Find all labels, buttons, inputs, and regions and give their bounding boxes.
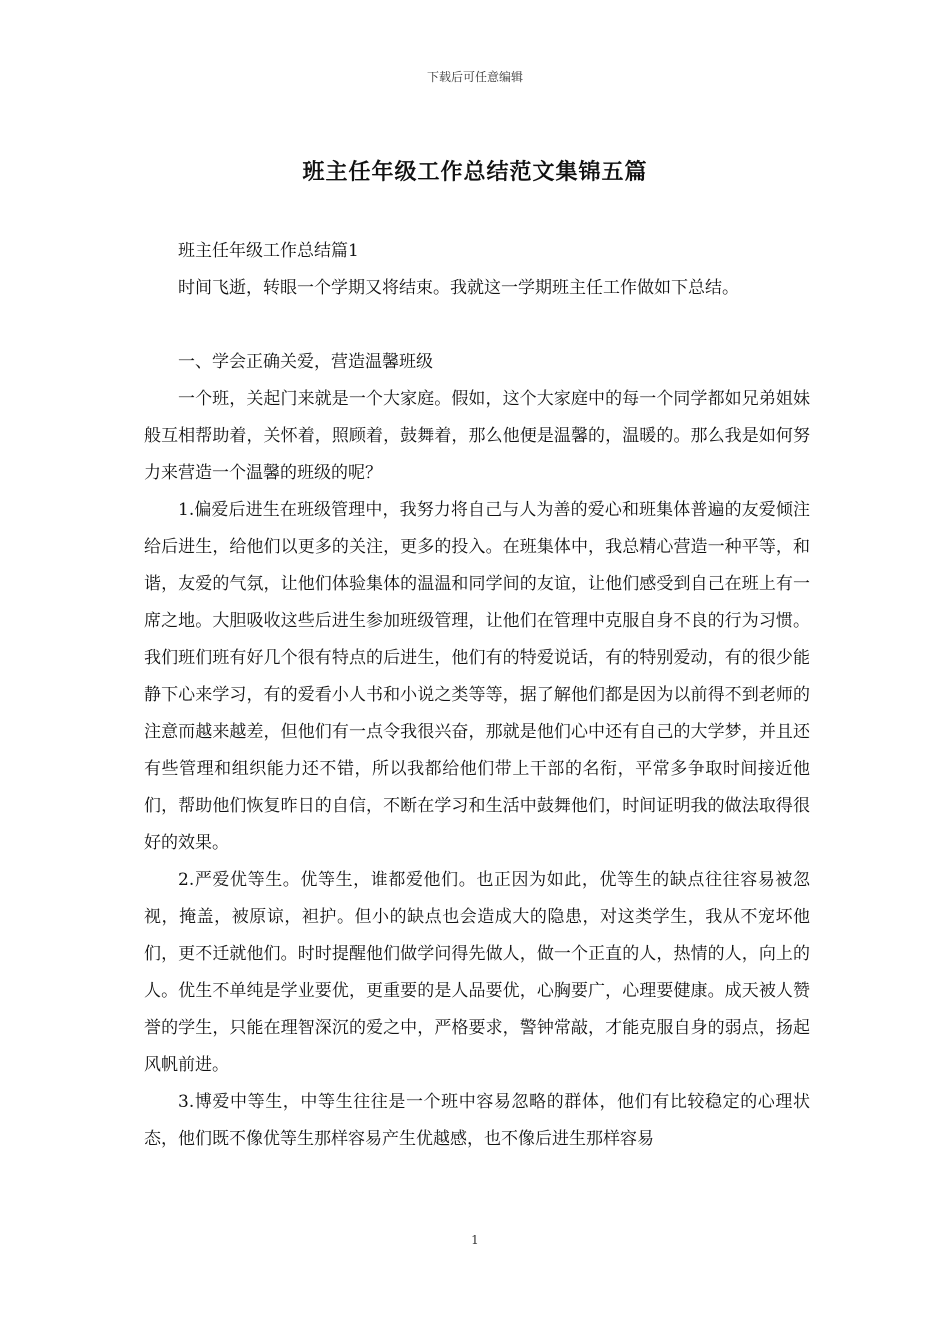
body-paragraph: 一个班，关起门来就是一个大家庭。假如，这个大家庭中的每一个同学都如兄弟姐妹般互相帮助着，关怀着，照顾着，鼓舞着，那么他便是温馨的，温暖的。那么我是如何努力来营造一个温馨的班级的呢？	[144, 389, 810, 483]
page-header-note: 下载后可任意编辑	[426, 70, 523, 84]
subsection-heading: 一、学会正确关爱，营造温馨班级	[178, 352, 433, 372]
body-paragraph: 2.严爱优等生。优等生，谁都爱他们。也正因为如此，优等生的缺点往往容易被忽视，掩盖，被原谅，袒护。但小的缺点也会造成大的隐患，对这类学生，我从不宠坏他们，更不迁就他们。时时提醒他们做学问得先做人，做一个正直的人，热情的人，向上的人。优生不单纯是学业要优，更重要的是人品要优，心胸要广，心理要健康。成天被人赞誉的学生，只能在理智深沉的爱之中，严格要求，警钟常敲，才能克服自身的弱点，扬起风帆前进。	[144, 870, 810, 1075]
document-body	[144, 233, 810, 1158]
body-paragraph: 1.偏爱后进生在班级管理中，我努力将自己与人为善的爱心和班集体普遍的友爱倾注给后进生，给他们以更多的关注，更多的投入。在班集体中，我总精心营造一种平等，和谐，友爱的气氛，让他们体验集体的温温和同学间的友谊，让他们感受到自己在班上有一席之地。大胆吸收这些后进生参加班级管理，让他们在管理中克服自身不良的行为习惯。我们班们班有好几个很有特点的后进生，他们有的特爱说话，有的特别爱动，有的很少能静下心来学习，有的爱看小人书和小说之类等等，据了解他们都是因为以前得不到老师的注意而越来越差，但他们有一点令我很兴奋，那就是他们心中还有自己的大学梦，并且还有些管理和组织能力还不错，所以我都给他们带上干部的名衔，平常多争取时间接近他们，帮助他们恢复昨日的自信，不断在学习和生活中鼓舞他们，时间证明我的做法取得很好的效果。	[144, 500, 810, 853]
intro-paragraph: 时间飞逝，转眼一个学期又将结束。我就这一学期班主任工作做如下总结。	[178, 278, 739, 298]
page-number: 1	[471, 1233, 479, 1247]
document-title: 班主任年级工作总结范文集锦五篇	[302, 159, 648, 185]
body-paragraph: 3.博爱中等生，中等生往往是一个班中容易忽略的群体，他们有比较稳定的心理状态，他们既不像优等生那样容易产生优越感，也不像后进生那样容易	[144, 1092, 810, 1149]
section-heading: 班主任年级工作总结篇1	[178, 241, 359, 261]
